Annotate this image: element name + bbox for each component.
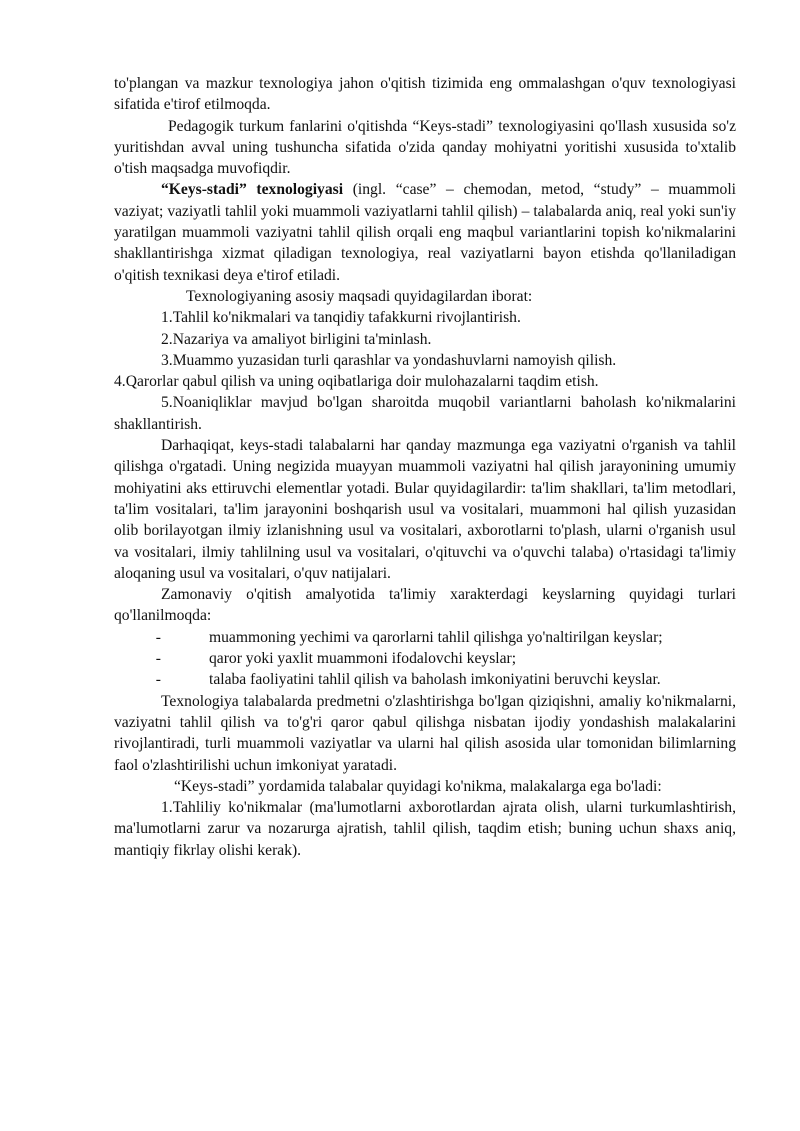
document-page bbox=[114, 73, 736, 861]
paragraph-9: 1.Tahliliy ko'nikmalar (ma'lumotlarni axborotlardan ajrata olish, ularni turkumlashtirish, ma'lumotlarni zarur va nozarurga ajratish, tahlil qilish, taqdim etish; buning uchun shaxs aniq, mantiqiy fikrlay olishi kerak). bbox=[114, 799, 736, 859]
goal-item-5: 5.Noaniqliklar mavjud bo'lgan sharoitda muqobil variantlarni baholash ko'nikmalarini shakllantirish. bbox=[114, 394, 736, 433]
case-type-2 bbox=[114, 648, 736, 669]
goal-item-4: 4.Qarorlar qabul qilish va uning oqibatlariga doir mulohazalarni taqdim etish. bbox=[114, 373, 599, 391]
paragraph-1: to'plangan va mazkur texnologiya jahon o'qitish tizimida eng ommalashgan o'quv texnologiyasi sifatida e'tirof etilmoqda. bbox=[114, 75, 736, 114]
goal-item-1: 1.Tahlil ko'nikmalari va tanqidiy tafakkurni rivojlantirish. bbox=[161, 309, 521, 327]
dash-marker: - bbox=[155, 628, 161, 646]
paragraph-7: Texnologiya talabalarda predmetni o'zlashtirishga bo'lgan qiziqishni, amaliy ko'nikmalarni, vaziyatni tahlil qilish va to'g'ri qaror qabul qilishga nisbatan ijodiy yondashish malakalarini rivojlantiradi, turli muammoli vaziyatlar va ularni hal qilish asosida ular tomonidan bilimlarning faol o'zlashtirilishi uchun imkoniyat yaratadi. bbox=[114, 692, 736, 774]
case-type-text: qaror yoki yaxlit muammoni ifodalovchi keyslar; bbox=[209, 650, 517, 668]
case-type-3 bbox=[114, 669, 736, 690]
case-type-1 bbox=[114, 627, 736, 648]
paragraph-2: Pedagogik turkum fanlarini o'qitishda “Keys-stadi” texnologiyasini qo'llash xususida so'z yuritishdan avval uning tushuncha sifatida o'zida qanday mohiyatni yoritishi xususida to'xtalib o'tish maqsadga muvofiqdir. bbox=[114, 117, 736, 178]
paragraph-4: Texnologiyaning asosiy maqsadi quyidagilardan iborat: bbox=[186, 287, 533, 305]
paragraph-6: Zamonaviy o'qitish amalyotida ta'limiy xarakterdagi keyslarning quyidagi turlari qo'llanilmoqda: bbox=[114, 586, 736, 625]
dash-marker: - bbox=[155, 650, 161, 668]
dash-marker: - bbox=[155, 671, 161, 689]
case-type-text: muammoning yechimi va qarorlarni tahlil qilishga yo'naltirilgan keyslar; bbox=[209, 628, 663, 646]
goal-item-3: 3.Muammo yuzasidan turli qarashlar va yondashuvlarni namoyish qilish. bbox=[161, 351, 617, 369]
term-keys-stadi: “Keys-stadi” texnologiyasi bbox=[161, 181, 344, 199]
goal-item-2: 2.Nazariya va amaliyot birligini ta'minlash. bbox=[161, 330, 432, 348]
paragraph-3 bbox=[114, 179, 736, 285]
paragraph-8: “Keys-stadi” yordamida talabalar quyidagi ko'nikma, malakalarga ega bo'ladi: bbox=[174, 777, 662, 795]
case-type-text: talaba faoliyatini tahlil qilish va baholash imkoniyatini beruvchi keyslar. bbox=[209, 671, 661, 689]
paragraph-5: Darhaqiqat, keys-stadi talabalarni har qanday mazmunga ega vaziyatni o'rganish va tahlil qilishga o'rgatadi. Uning negizida muayyan muammoli vaziyatni hal qilish jarayonining umumiy mohiyatini aks ettiruvchi elementlar yotadi. Bular quyidagilardir: ta'lim shakllari, ta'lim metodlari, ta'lim vositalari, ta'lim jarayonini boshqarish usul va vositalari, muammoni hal qilish yuzasidan olib borilayotgan ilmiy izlanishning usul va vositalari, axborotlarni to'plash, ularni o'rganish usul va vositalari, ilmiy tahlilning usul va vositalari, o'qituvchi va o'quvchi talaba) o'rtasidagi ta'limiy aloqaning usul va vositalari, o'quv natijalari. bbox=[114, 437, 736, 582]
paragraph-3-text: (ingl. “case” – chemodan, metod, “study” – muammoli vaziyat; vaziyatli tahlil yoki muammoli vaziyatlarni tahlil qilish) – talabalarda aniq, real yoki sun'iy yaratilgan muammoli vaziyatni tahlil qilish orqali eng maqbul variantlarini topish ko'nikmalarini shakllantirishga xizmat qiladigan texnologiya, real vaziyatlarni bayon etishda qo'llaniladigan o'qitish texnikasi deya e'tirof etiladi. bbox=[114, 181, 736, 284]
